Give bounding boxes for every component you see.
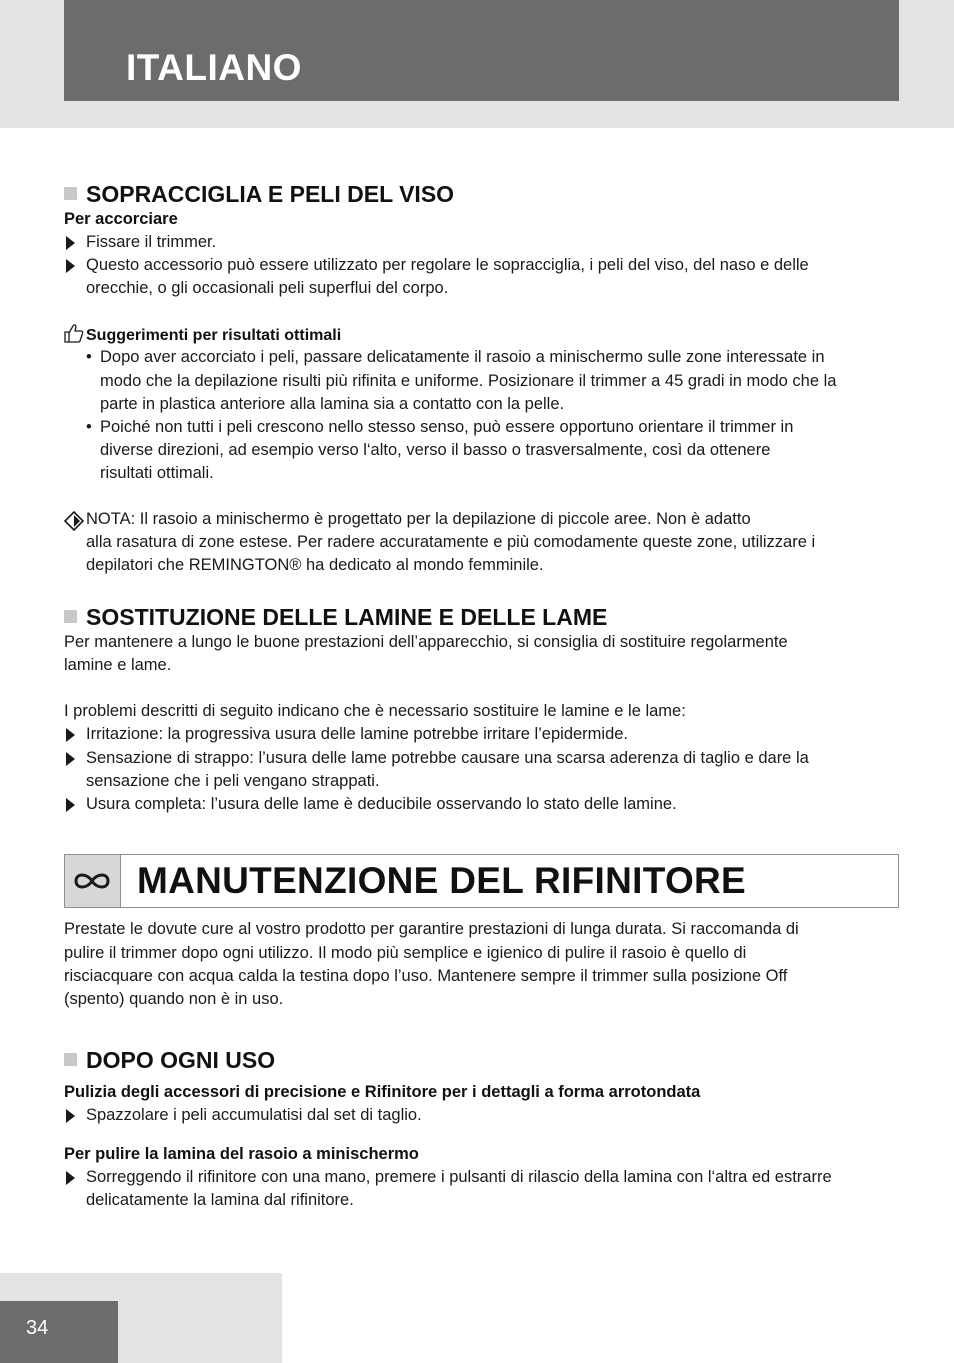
- triangle-bullet-icon: [66, 752, 75, 766]
- dot-bullet-icon: •: [86, 348, 92, 366]
- tip-text: Dopo aver accorciato i peli, passare delicatamente il rasoio a minischermo sulle zone interessate in: [100, 348, 825, 366]
- language-title: ITALIANO: [126, 47, 302, 88]
- paragraph: pulire il trimmer dopo ogni utilizzo. Il modo più semplice e igienico di pulire il rasoio è quello di: [64, 944, 747, 962]
- dot-bullet-icon: •: [86, 418, 92, 436]
- triangle-bullet-icon: [66, 1109, 75, 1123]
- maintenance-title: MANUTENZIONE DEL RIFINITORE: [137, 860, 747, 901]
- thumbs-up-icon: [62, 322, 84, 344]
- note-text: NOTA: Il rasoio a minischermo è progettato per la depilazione di piccole aree. Non è adatto: [86, 510, 751, 528]
- tip-text: Poiché non tutti i peli crescono nello stesso senso, può essere opportuno orientare il trimmer in: [100, 418, 794, 436]
- page-number: 34: [26, 1317, 49, 1339]
- heading-after-use: DOPO OGNI USO: [64, 1046, 275, 1074]
- note-warning-icon: [64, 511, 84, 531]
- square-bullet-icon: [64, 610, 77, 623]
- note-text: depilatori che REMINGTON® ha dedicato al mondo femminile.: [86, 556, 544, 574]
- triangle-bullet-icon: [66, 236, 75, 250]
- tips-title: Suggerimenti per risultati ottimali: [86, 327, 342, 344]
- tip-text: diverse direzioni, ad esempio verso l‘alto, verso il basso o trasversalmente, così da ottenere: [100, 441, 771, 459]
- paragraph: lamine e lame.: [64, 656, 172, 674]
- bullet-text: delicatamente la lamina dal rifinitore.: [86, 1191, 354, 1209]
- note-text: alla rasatura di zone estese. Per radere accuratamente e più comodamente queste zone, utilizzare i: [86, 533, 816, 551]
- bullet-text: orecchie, o gli occasionali peli superflui del corpo.: [86, 279, 449, 297]
- subheading-foil: Per pulire la lamina del rasoio a minischermo: [64, 1145, 419, 1163]
- infinity-icon-box: [65, 855, 121, 907]
- tip-text: modo che la depilazione risulti più rifinita e uniforme. Posizionare il trimmer a 45 gradi in modo che la: [100, 372, 837, 390]
- triangle-bullet-icon: [66, 1171, 75, 1185]
- paragraph: Prestate le dovute cure al vostro prodotto per garantire prestazioni di lunga durata. Si raccomanda di: [64, 920, 799, 938]
- square-bullet-icon: [64, 1053, 77, 1066]
- triangle-bullet-icon: [66, 259, 75, 273]
- triangle-bullet-icon: [66, 798, 75, 812]
- subheading-trim: Per accorciare: [64, 210, 178, 228]
- tip-text: parte in plastica anteriore alla lamina sia a contatto con la pelle.: [100, 395, 565, 413]
- paragraph: risciacquare con acqua calda la testina dopo l’uso. Mantenere sempre il trimmer sulla posizione Off: [64, 967, 788, 985]
- bullet-text: sensazione che i peli vengano strappati.: [86, 772, 380, 790]
- page-number-box: [0, 1301, 118, 1363]
- paragraph: Per mantenere a lungo le buone prestazioni dell’apparecchio, si consiglia di sostituire regolarmente: [64, 633, 788, 651]
- heading-eyebrows: SOPRACCIGLIA E PELI DEL VISO: [64, 180, 454, 208]
- bullet-text: Irritazione: la progressiva usura delle lamine potrebbe irritare l’epidermide.: [86, 725, 629, 743]
- subheading-precision: Pulizia degli accessori di precisione e Rifinitore per i dettagli a forma arrotondata: [64, 1083, 701, 1101]
- bullet-text: Spazzolare i peli accumulatisi dal set di taglio.: [86, 1106, 422, 1124]
- heading-replacement: SOSTITUZIONE DELLE LAMINE E DELLE LAME: [64, 603, 607, 631]
- bullet-text: Fissare il trimmer.: [86, 233, 217, 251]
- bullet-text: Sorreggendo il rifinitore con una mano, premere i pulsanti di rilascio della lamina con l‘altra ed estrarre: [86, 1168, 832, 1186]
- language-title-bar: [64, 0, 899, 101]
- triangle-bullet-icon: [66, 728, 75, 742]
- bullet-text: Questo accessorio può essere utilizzato per regolare le sopracciglia, i peli del viso, del naso e delle: [86, 256, 809, 274]
- tip-text: risultati ottimali.: [100, 464, 214, 482]
- bullet-text: Sensazione di strappo: l’usura delle lame potrebbe causare una scarsa aderenza di taglio e dare la: [86, 749, 809, 767]
- infinity-icon: [71, 867, 113, 895]
- square-bullet-icon: [64, 187, 77, 200]
- bullet-text: Usura completa: l’usura delle lame è deducibile osservando lo stato delle lamine.: [86, 795, 677, 813]
- maintenance-section-header: [64, 854, 899, 908]
- paragraph: (spento) quando non è in uso.: [64, 990, 284, 1008]
- paragraph: I problemi descritti di seguito indicano che è necessario sostituire le lamine e le lame:: [64, 702, 686, 720]
